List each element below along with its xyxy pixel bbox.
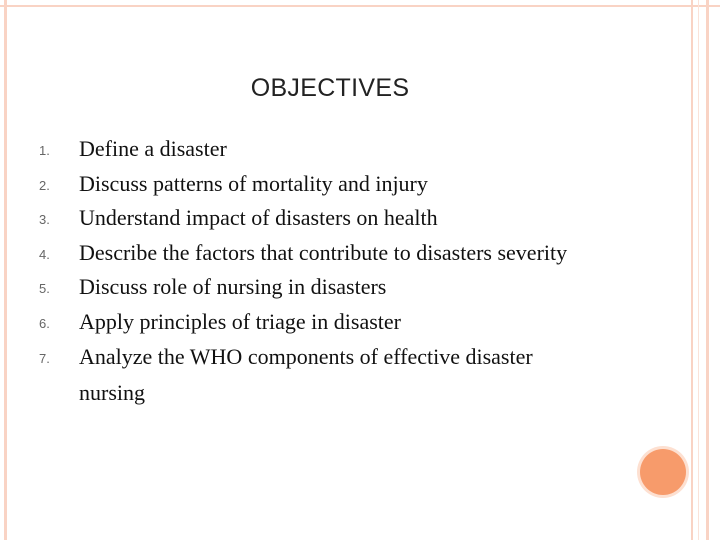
- frame-right-inner-border: [691, 0, 693, 540]
- frame-right-outer-border: [706, 0, 709, 540]
- frame-right-thin-border: [698, 0, 699, 540]
- slide-title: OBJECTIVES: [250, 74, 410, 102]
- list-item-number: 5.: [39, 281, 50, 297]
- list-item-number: 6.: [39, 315, 50, 331]
- list-item-number: 4.: [39, 246, 50, 262]
- list-item-text: Describe the factors that contribute to disasters severity: [79, 239, 568, 265]
- list-item-text: Understand impact of disasters on health: [79, 205, 438, 231]
- frame-top-border: [0, 5, 720, 7]
- list-item-number: 3.: [39, 212, 50, 228]
- list-item-number: 7.: [39, 350, 50, 366]
- list-item-number: 2.: [39, 177, 50, 193]
- frame-left-border: [4, 0, 7, 540]
- list-item-text: Define a disaster: [79, 136, 227, 161]
- list-item-text: Discuss patterns of mortality and injury: [79, 170, 428, 196]
- list-item-text: Discuss role of nursing in disasters: [79, 274, 387, 300]
- list-item-text: Apply principles of triage in disaster: [79, 308, 401, 334]
- list-item-number: 1.: [39, 143, 50, 158]
- list-item-text: Analyze the WHO components of effective disaster nursing: [79, 343, 533, 405]
- accent-dot: [640, 449, 686, 495]
